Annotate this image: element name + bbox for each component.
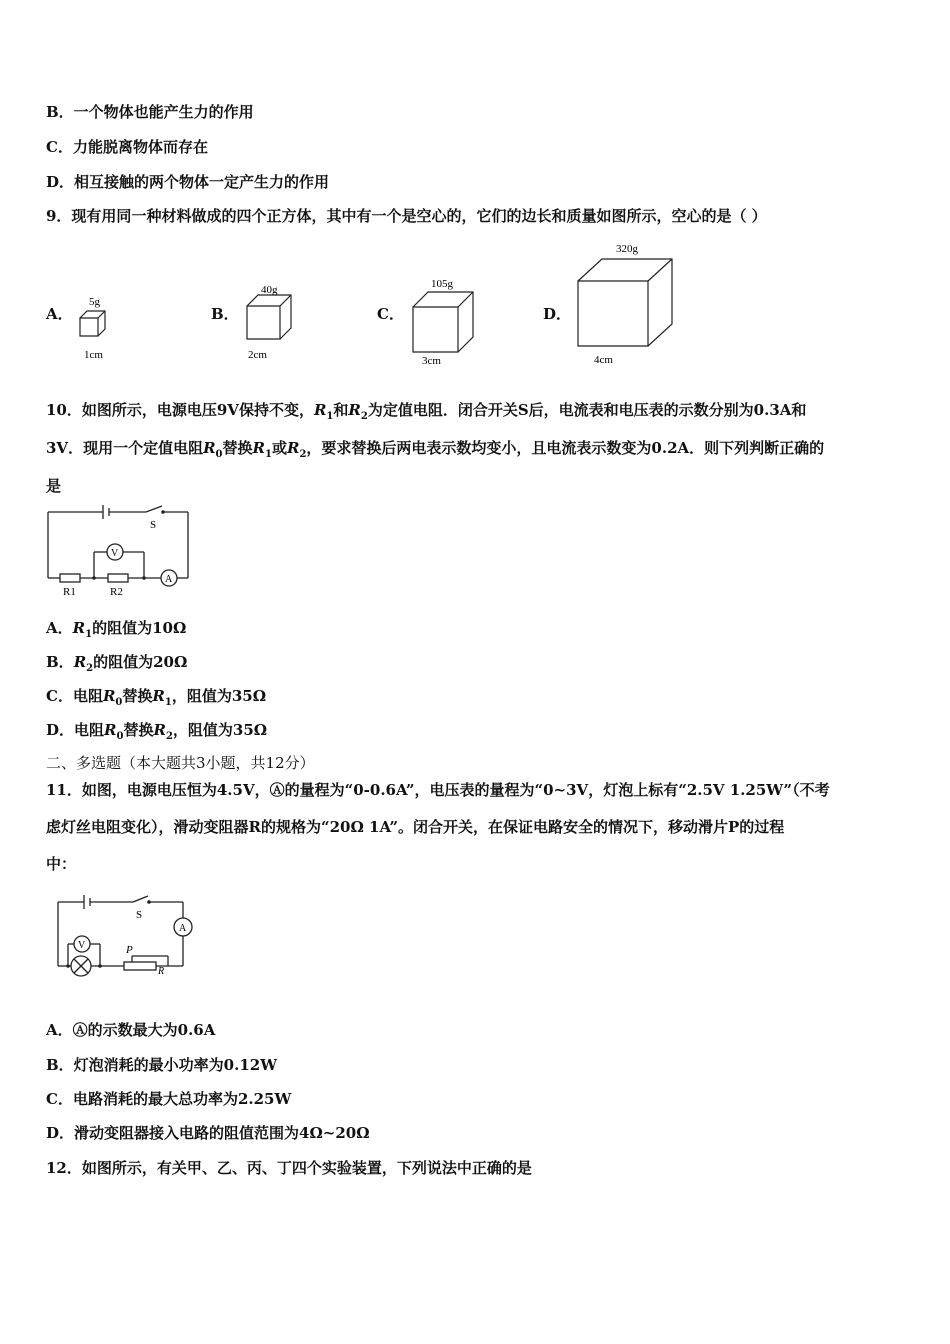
q11-switch-label: S [136,909,143,921]
q11-voltmeter-label: V [78,940,86,951]
cube-b-mass: 40g [261,284,278,296]
cube-b-edge: 2cm [248,349,267,361]
q11-option-b: B．灯泡消耗的最小功率为0.12W [46,1056,278,1074]
switch-blade [146,506,162,512]
q10-option-a: A．$R_1$的阻值为10Ω [46,619,187,640]
q10-stem-line3: 是 [46,477,62,495]
q12-stem: 12．如图所示，有关甲、乙、丙、丁四个实验装置，下列说法中正确的是 [46,1159,532,1177]
cube-d-mass: 320g [616,243,638,255]
q10-stem-line2: 3V．现用一个定值电阻$R_0$替换$R_1$或$R_2$，要求替换后两电表示数均变小，且电流表示数变为0.2A．则下列判断正确的 [46,439,825,460]
cube-c-mass: 105g [431,278,453,290]
section-2-heading: 二、多选题（本大题共3小题，共12分） [46,754,315,772]
switch-blade [133,896,148,902]
cube-b [247,295,291,339]
q8-option-b: B．一个物体也能产生力的作用 [46,103,254,121]
q9-stem: 9．现有用同一种材料做成的四个正方体，其中有一个是空心的，它们的边长和质量如图所示，空心的是（ ） [46,207,767,225]
q10-option-b: B．$R_2$的阻值为20Ω [46,653,188,674]
cube-c-edge: 3cm [422,355,441,367]
q10-circuit-diagram [40,500,200,600]
q9-option-c-label: C． [377,305,404,323]
q9-cubes-figure [0,235,950,370]
resistor-r2 [108,574,128,582]
cube-c [413,292,473,352]
cube-a-edge: 1cm [84,349,103,361]
q10-r1-label: R1 [63,586,76,598]
q11-stem-line3: 中： [46,855,77,873]
q11-stem-line1: 11．如图，电源电压恒为4.5V，Ⓐ的量程为“0-0.6A”，电压表的量程为“0~3V，灯泡上标有“2.5V 1.25W”（不考 [46,781,830,799]
q11-rheostat-label: R [158,966,165,977]
q10-stem-line1: 10．如图所示，电源电压9V保持不变，$R_1$和$R_2$为定值电阻．闭合开关S后，电流表和电压表的示数分别为0.3A和 [46,401,807,422]
q11-ammeter-label: A [179,923,187,934]
q11-option-d: D．滑动变阻器接入电路的阻值范围为4Ω~20Ω [46,1124,370,1142]
q9-option-b-label: B． [211,305,239,323]
q10-voltmeter-label: V [111,548,119,559]
q10-ammeter-label: A [165,574,173,585]
q11-slider-label: P [126,944,133,956]
q9-option-a-label: A． [46,305,73,323]
cube-a [80,311,105,336]
q10-option-d: D．电阻$R_0$替换$R_2$，阻值为35Ω [46,721,268,742]
q9-option-d-label: D． [543,305,572,323]
q8-option-d: D．相互接触的两个物体一定产生力的作用 [46,173,330,191]
cube-d-edge: 4cm [594,354,613,366]
q11-option-c: C．电路消耗的最大总功率为2.25W [46,1090,292,1108]
rheostat [124,962,156,970]
q11-circuit-diagram [50,890,210,990]
q8-option-c: C．力能脱离物体而存在 [46,138,208,156]
resistor-r1 [60,574,80,582]
cube-d [578,259,672,346]
q11-stem-line2: 虑灯丝电阻变化），滑动变阻器R的规格为“20Ω 1A”。闭合开关，在保证电路安全的情况下，移动滑片P的过程 [46,818,785,836]
q11-option-a: A．Ⓐ的示数最大为0.6A [46,1021,216,1039]
q10-switch-label: S [150,519,157,531]
q10-option-c: C．电阻$R_0$替换$R_1$，阻值为35Ω [46,687,267,708]
cube-a-mass: 5g [89,296,100,308]
q10-r2-label: R2 [110,586,123,598]
